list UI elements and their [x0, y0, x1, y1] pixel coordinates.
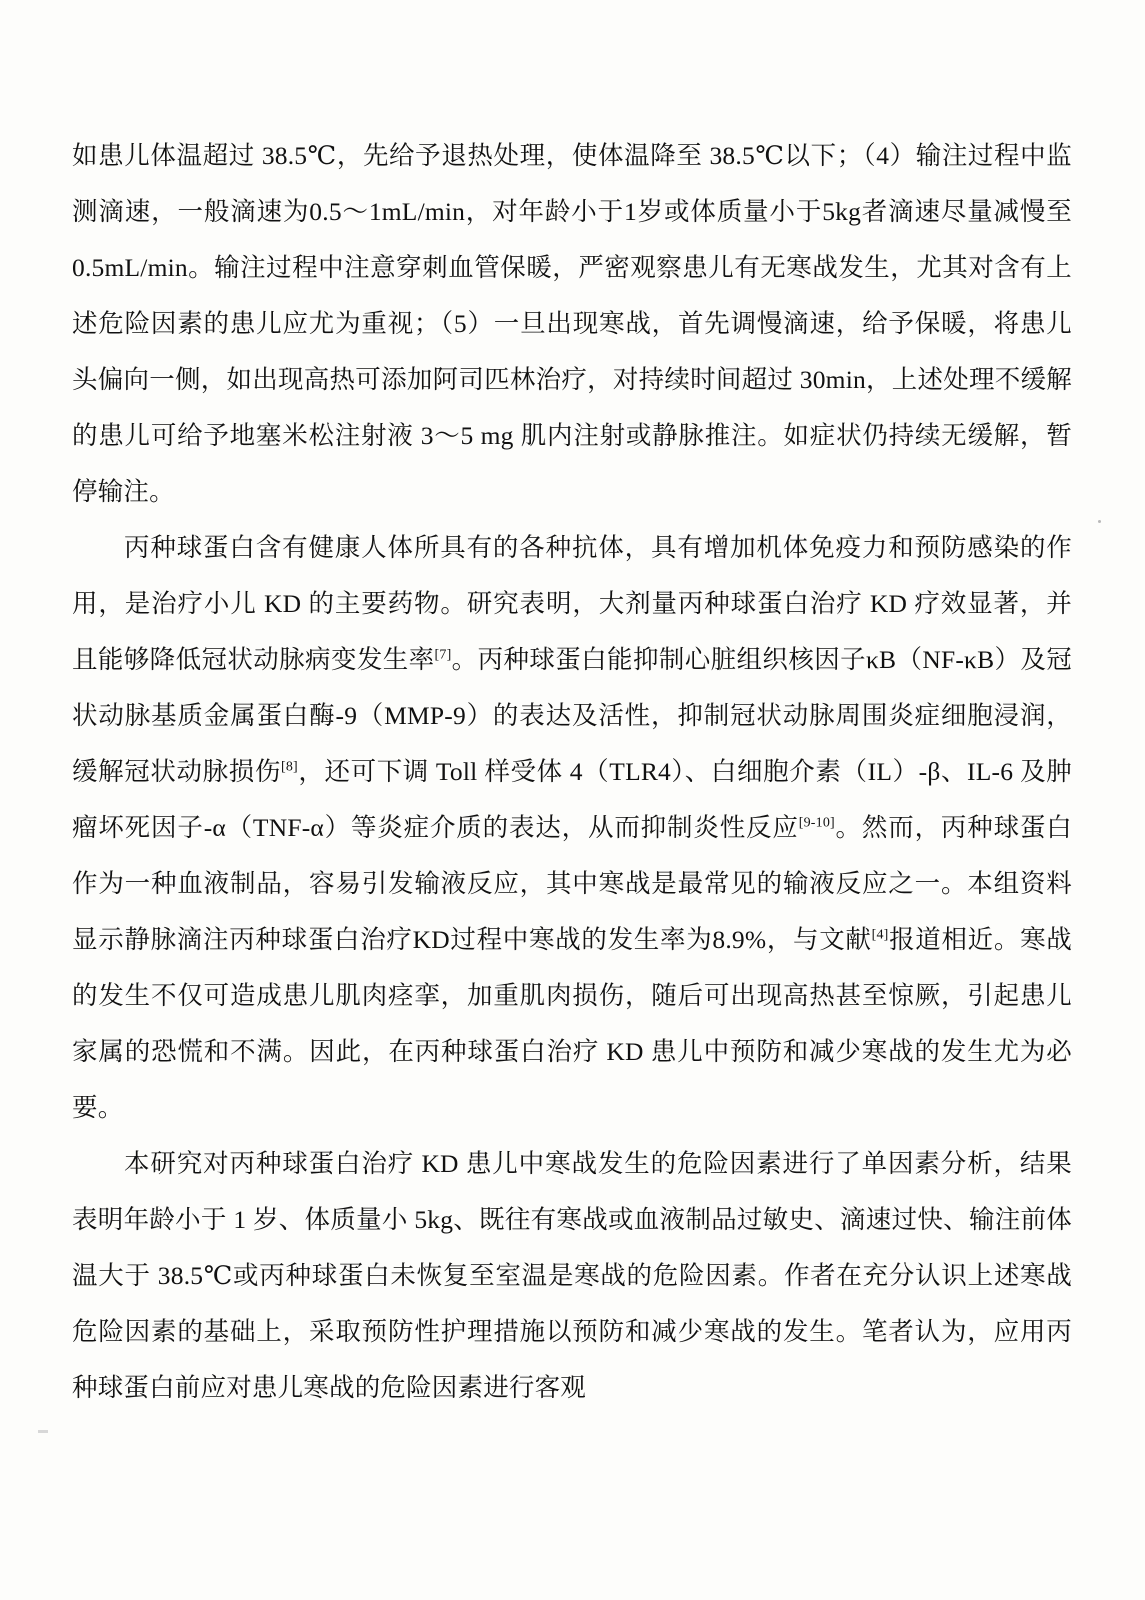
paragraph-2-segment-text-2: 。丙种球蛋白能抑制心脏组织核因子κB（NF-κB）及冠状动脉基质金属蛋白酶-9（MMP-9）的表达及活性，抑制冠状动脉周围炎症细胞浸润，缓解冠状动脉损伤	[72, 645, 1072, 786]
citation-ref-9-10: [9-10]	[798, 815, 835, 831]
paragraph-1: 如患儿体温超过 38.5℃，先给予退热处理，使体温降至 38.5℃以下；（4）输注过程中监测滴速，一般滴速为0.5～1mL/min，对年龄小于1岁或体质量小于5kg者滴速尽量减慢至 0.5mL/min。输注过程中注意穿刺血管保暖，严密观察患儿有无寒战发生，尤其对含有上述危险因素的患儿应尤为重视；（5）一旦出现寒战，首先调慢滴速，给予保暖，将患儿头偏向一侧，如出现高热可添加阿司匹林治疗，对持续时间超过 30min，上述处理不缓解的患儿可给予地塞米松注射液 3～5 mg 肌内注射或静脉推注。如症状仍持续无缓解，暂停输注。	[72, 141, 1072, 506]
paragraph-2-segment-text-3: ，还可下调 Toll 样受体 4（TLR4）、白细胞介素（IL）-β、IL-6 及肿瘤坏死因子-α（TNF-α）等炎症介质的表达，从而抑制炎性反应	[72, 757, 1072, 842]
paragraph-3: 本研究对丙种球蛋白治疗 KD 患儿中寒战发生的危险因素进行了单因素分析，结果表明年龄小于 1 岁、体质量小 5kg、既往有寒战或血液制品过敏史、滴速过快、输注前体温大于 38.5℃或丙种球蛋白未恢复至室温是寒战的危险因素。作者在充分认识上述寒战危险因素的基础上，采取预防性护理措施以预防和减少寒战的发生。笔者认为，应用丙种球蛋白前应对患儿寒战的危险因素进行客观	[72, 1149, 1072, 1402]
page-margin-mark-left	[38, 1430, 48, 1433]
paragraph-2-segment-text-4: 。然而，丙种球蛋白作为一种血液制品，容易引发输液反应，其中寒战是最常见的输液反应之一。本组资料显示静脉滴注丙种球蛋白治疗KD过程中寒战的发生率为8.9%，与文献	[72, 813, 1072, 954]
citation-ref-7: [7]	[434, 647, 452, 663]
paragraph-2-segment-text-1: 丙种球蛋白含有健康人体所具有的各种抗体，具有增加机体免疫力和预防感染的作用，是治疗小儿 KD 的主要药物。研究表明，大剂量丙种球蛋白治疗 KD 疗效显著，并且能够降低冠状动脉病变发生率	[72, 533, 1072, 674]
page-margin-mark-right	[1098, 520, 1101, 523]
citation-ref-4: [4]	[871, 927, 889, 943]
paragraph-2-segment-text-5: 报道相近。寒战的发生不仅可造成患儿肌肉痉挛，加重肌肉损伤，随后可出现高热甚至惊厥，引起患儿家属的恐慌和不满。因此，在丙种球蛋白治疗 KD 患儿中预防和减少寒战的发生尤为必要。	[72, 925, 1072, 1122]
citation-ref-8: [8]	[280, 759, 298, 775]
paragraph-2	[72, 520, 1072, 1136]
page-content	[72, 128, 1072, 1416]
